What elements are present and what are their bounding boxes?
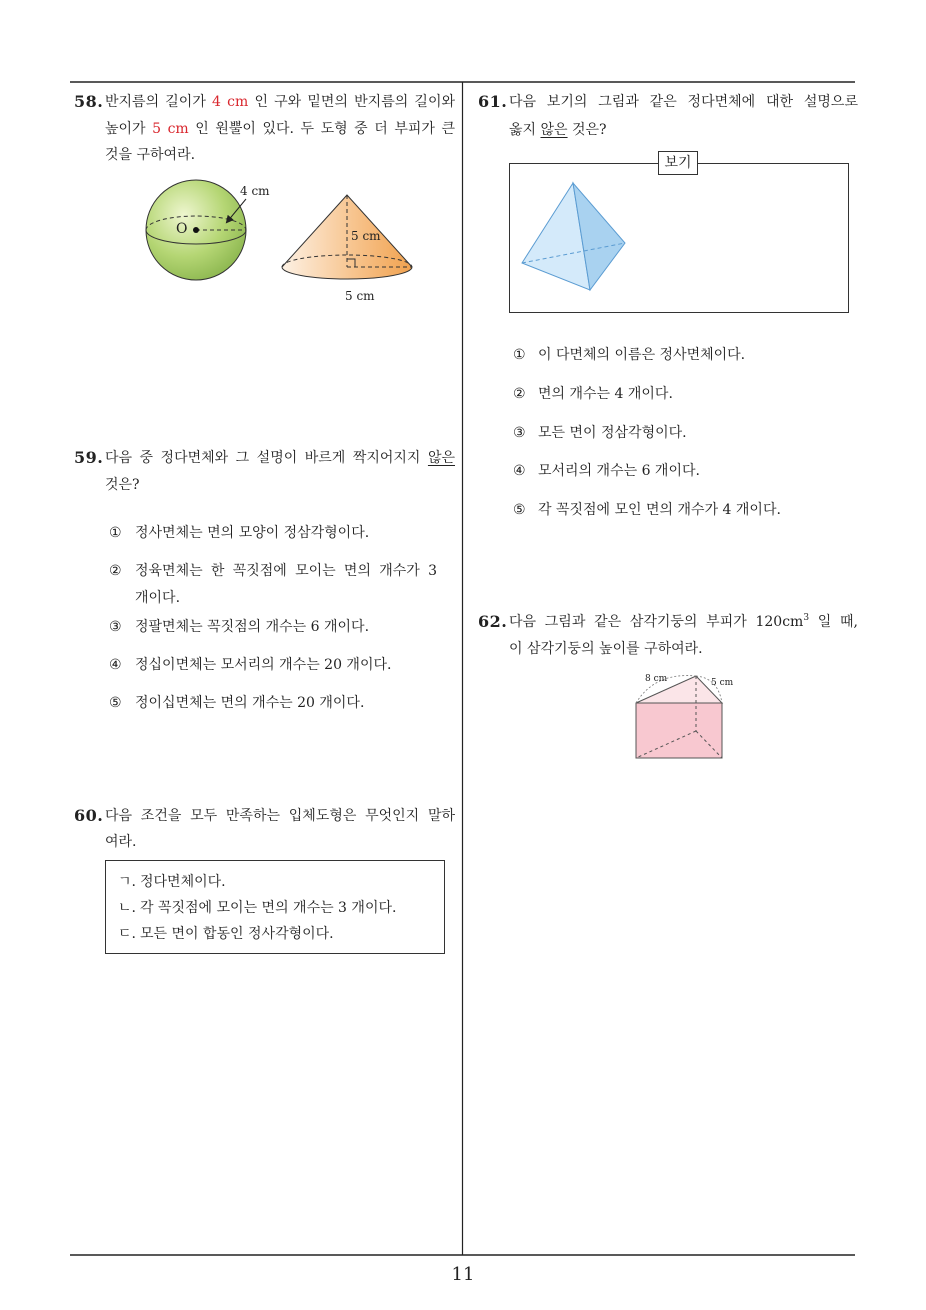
q61-option-4-text: 모서리의 개수는 6 개이다. [538, 463, 700, 479]
q58-line2-text-a: 높이가 [105, 121, 153, 137]
q59-line1-text: 다음 중 정다면체와 그 설명이 바르게 짝지어지지 [105, 450, 428, 466]
q59-option-2-continuation: 개이다. [135, 590, 181, 606]
prism-edge-a-label: 8 cm [645, 674, 668, 684]
q58-line1-text-a: 반지름의 길이가 [105, 94, 213, 110]
q59-option-2-text: 정육면체는 한 꼭짓점에 모이는 면의 개수가 3 [135, 563, 437, 579]
q61-option-4-marker: ④ [513, 463, 526, 479]
q59-option-3-text: 정팔면체는 꼭짓점의 개수는 6 개이다. [135, 619, 370, 635]
question-59-number: 59. [74, 448, 104, 467]
q59-option-3-marker: ③ [109, 619, 122, 635]
question-58-line-2 [105, 120, 455, 138]
cone-radius-label: 5 cm [345, 289, 375, 303]
q58-sphere-radius-value: 4 cm [212, 94, 249, 110]
q62-line1-text-a: 다음 그림과 같은 삼각기둥의 부피가 120cm [509, 614, 804, 630]
q58-line2-text-b: 인 원뿔이 있다. 두 도형 중 더 부피가 큰 [188, 121, 455, 137]
condition-3-text: 모든 면이 합동인 정사각형이다. [140, 926, 334, 942]
q61-option-5-text: 각 꼭짓점에 모인 면의 개수가 4 개이다. [538, 502, 781, 518]
question-60-line-1: 다음 조건을 모두 만족하는 입체도형은 무엇인지 말하 [105, 808, 455, 824]
q61-option-3-text: 모든 면이 정삼각형이다. [538, 425, 687, 441]
q61-line2-after: 것은? [567, 122, 607, 138]
q61-option-5-marker: ⑤ [513, 502, 526, 518]
page-number: 11 [451, 1264, 475, 1285]
prism-edge-b-label: 5 cm [711, 678, 734, 688]
q59-option-2-marker: ② [109, 563, 122, 579]
q59-underlined-word: 않은 [427, 450, 455, 466]
q61-option-2-text: 면의 개수는 4 개이다. [538, 386, 673, 402]
question-60-number: 60. [74, 806, 104, 825]
question-62-line-2: 이 삼각기둥의 높이를 구하여라. [509, 641, 703, 657]
question-61-number: 61. [478, 92, 508, 111]
sphere-figure [146, 180, 246, 280]
q59-option-1-text: 정사면체는 면의 모양이 정삼각형이다. [135, 525, 370, 541]
q61-line2-before: 옳지 [509, 122, 541, 138]
cone-figure [282, 195, 412, 279]
question-58-number: 58. [74, 92, 104, 111]
question-59-line-1 [105, 449, 455, 467]
q58-line1-text-b: 인 구와 밑면의 반지름의 길이와 [248, 94, 455, 110]
q58-cone-height-value: 5 cm [152, 121, 189, 137]
q59-option-1-marker: ① [109, 525, 122, 541]
question-58-line-3: 것을 구하여라. [105, 147, 196, 163]
question-61-line-1: 다음 보기의 그림과 같은 정다면체에 대한 설명으로 [509, 94, 858, 110]
q62-line1-text-b: 일 때, [809, 614, 858, 630]
condition-1-text: 정다면체이다. [140, 874, 226, 890]
condition-2-text: 각 꼭짓점에 모이는 면의 개수는 3 개이다. [140, 900, 397, 916]
condition-2-marker: ㄴ. [118, 900, 136, 916]
prism-figure [636, 676, 722, 758]
prism-front-face [636, 703, 722, 758]
cone-height-label: 5 cm [351, 229, 381, 243]
q61-option-3-marker: ③ [513, 425, 526, 441]
question-62-number: 62. [478, 612, 508, 631]
q59-option-5-text: 정이십면체는 면의 개수는 20 개이다. [135, 695, 365, 711]
q61-option-1-marker: ① [513, 347, 526, 363]
example-box [509, 163, 849, 313]
sphere-center-dot [193, 227, 199, 233]
condition-3-marker: ㄷ. [118, 926, 136, 942]
question-60-line-2: 여라. [105, 834, 137, 850]
question-61-line-2 [509, 121, 607, 139]
q61-option-2-marker: ② [513, 386, 526, 402]
q62-volume-exponent: 3 [803, 613, 810, 623]
sphere-center-label: O [176, 221, 188, 237]
example-box-label: 보기 [658, 151, 698, 175]
question-59-line-2: 것은? [105, 477, 140, 493]
q61-option-1-text: 이 다면체의 이름은 정사면체이다. [538, 347, 746, 363]
q61-underlined-word: 않은 [540, 122, 568, 138]
q59-option-4-text: 정십이면체는 모서리의 개수는 20 개이다. [135, 657, 392, 673]
q59-option-5-marker: ⑤ [109, 695, 122, 711]
question-58-line-1 [105, 93, 455, 111]
sphere-radius-label: 4 cm [240, 184, 270, 198]
q59-option-4-marker: ④ [109, 657, 122, 673]
question-62-line-1 [509, 613, 858, 631]
condition-1-marker: ㄱ. [118, 874, 136, 890]
